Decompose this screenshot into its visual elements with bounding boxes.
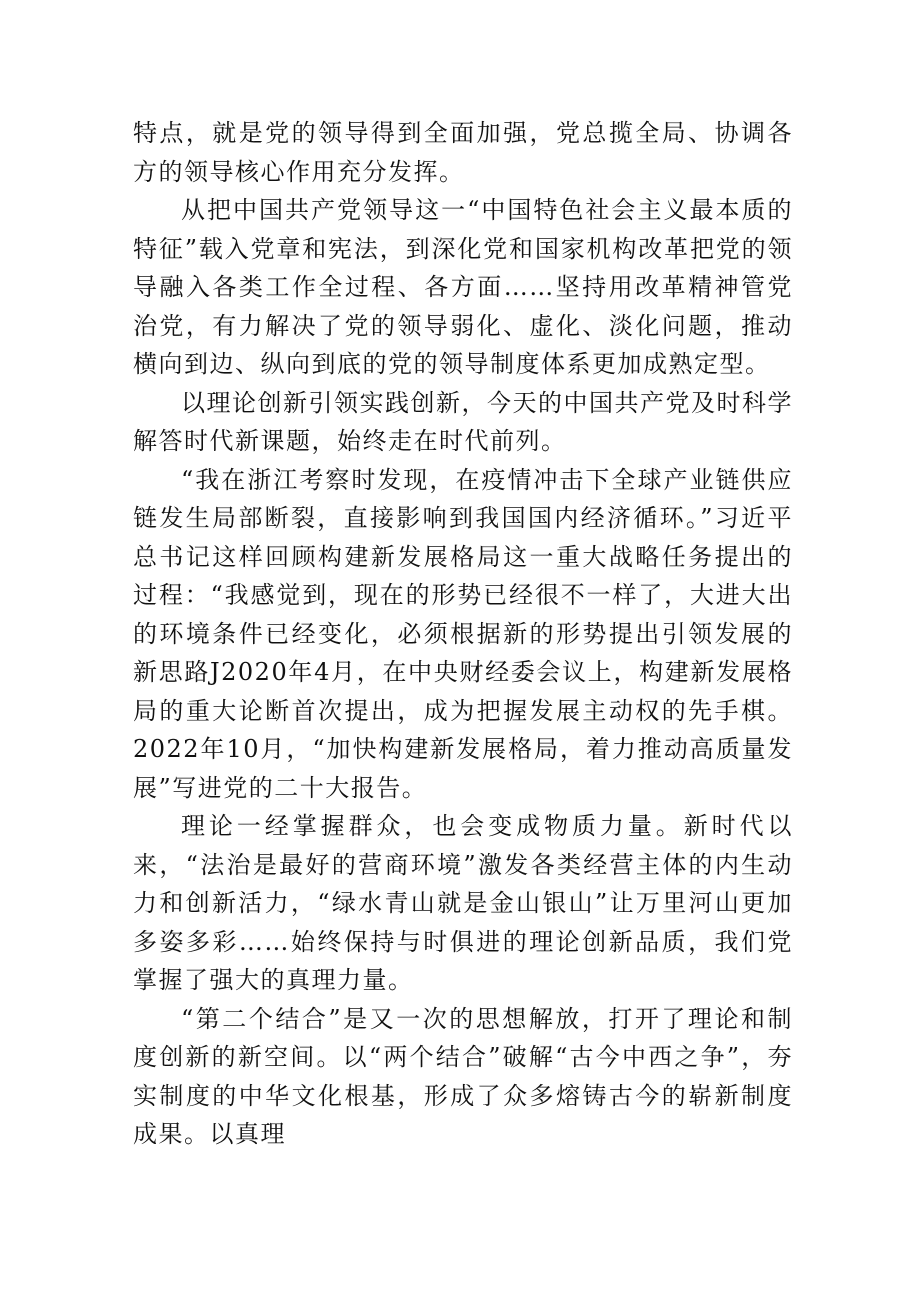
paragraph-1: 特点，就是党的领导得到全面加强，党总揽全局、协调各方的领导核心作用充分发挥。 [133,119,793,186]
paragraph-6: “第二个结合”是又一次的思想解放，打开了理论和制度创新的新空间。以“两个结合”破解“古今中西之争”，夯实制度的中华文化根基，形成了众多熔铸古今的崭新制度成果。以真理 [133,1004,793,1148]
paragraph-3: 以理论创新引领实践创新，今天的中国共产党及时科学解答时代新课题，始终走在时代前列。 [133,388,793,455]
paragraph-5: 理论一经掌握群众，也会变成物质力量。新时代以来，“法治是最好的营商环境”激发各类经营主体的内生动力和创新活力，“绿水青山就是金山银山”让万里河山更加多姿多彩……始终保持与时俱进的理论创新品质，我们党掌握了强大的真理力量。 [133,812,793,994]
paragraph-2: 从把中国共产党领导这一“中国特色社会主义最本质的特征”载入党章和宪法，到深化党和国家机构改革把党的领导融入各类工作全过程、各方面……坚持用改革精神管党治党，有力解决了党的领导弱化、虚化、淡化问题，推动横向到边、纵向到底的党的领导制度体系更加成熟定型。 [133,196,793,378]
paragraph-4: “我在浙江考察时发现，在疫情冲击下全球产业链供应链发生局部断裂，直接影响到我国国内经济循环。”习近平总书记这样回顾构建新发展格局这一重大战略任务提出的过程：“我感觉到，现在的形势已经很不一样了，大进大出的环境条件已经变化，必须根据新的形势提出引领发展的新思路J2020年4月，在中央财经委会议上，构建新发展格局的重大论断首次提出，成为把握发展主动权的先手棋。2022年10月，“加快构建新发展格局，着力推动高质量发展”写进党的二十大报告。 [133,465,793,802]
document-body [133,114,793,1154]
